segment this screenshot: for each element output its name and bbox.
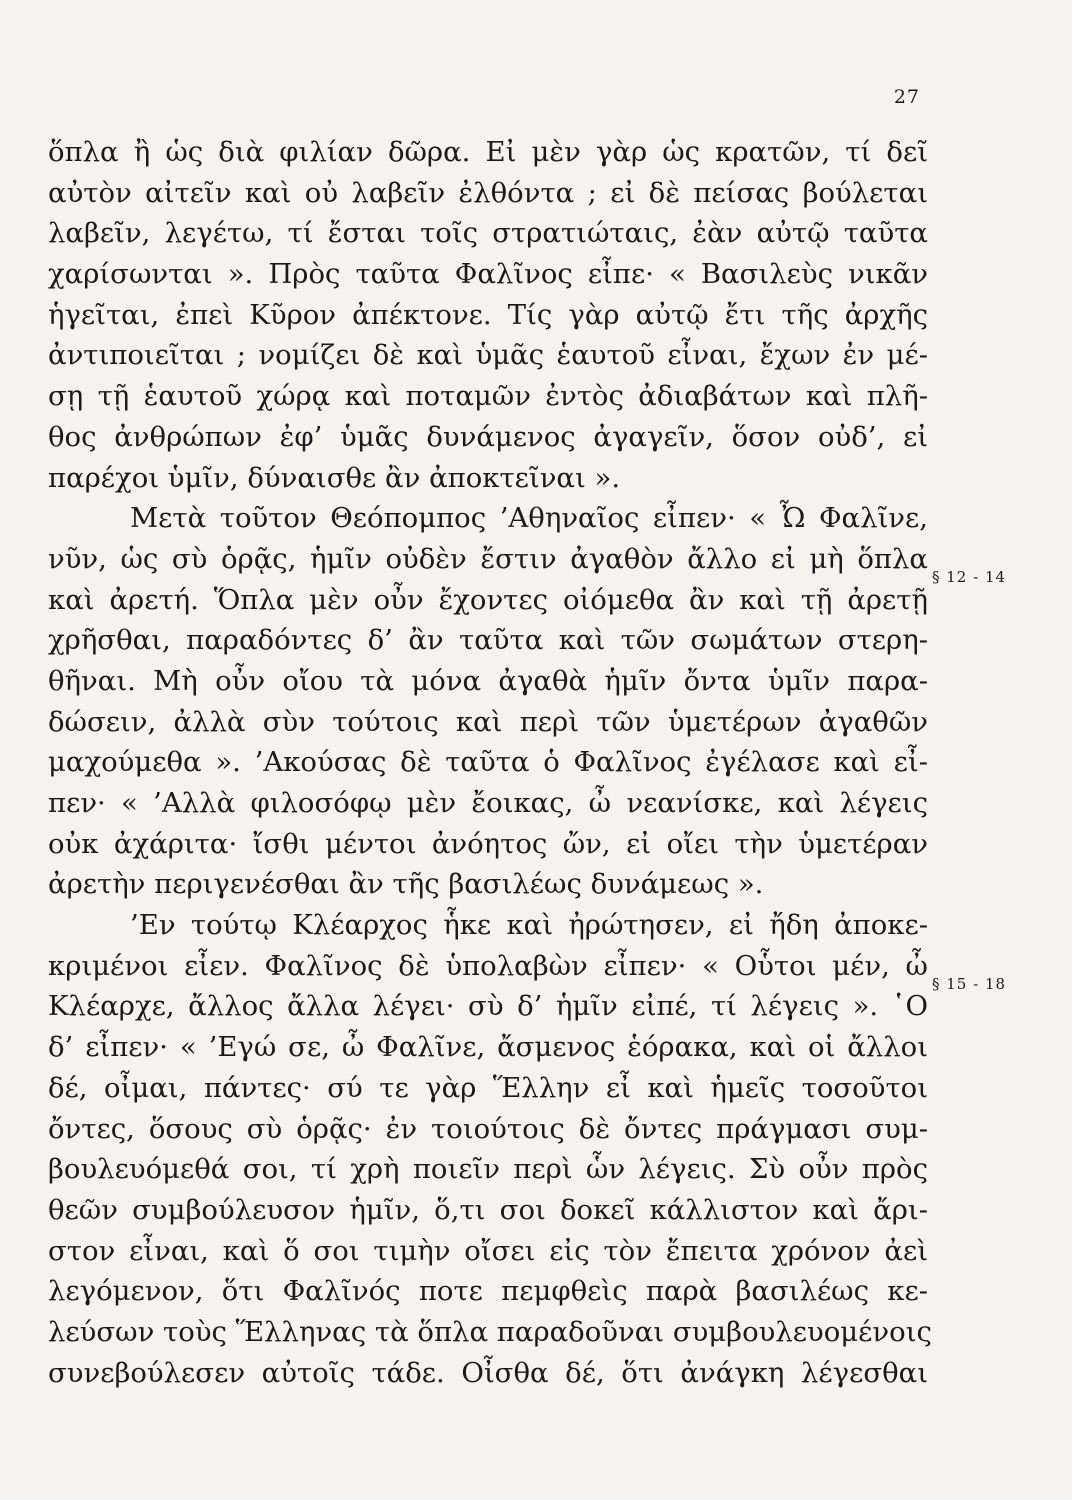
text-line: αὐτὸν αἰτεῖν καὶ οὐ λαβεῖν ἐλθόντα ; εἰ δὲ πείσας βούλεται [48, 176, 928, 209]
text-line: ὅπλα ἢ ὡς διὰ φιλίαν δῶρα. Εἰ μὲν γὰρ ὡς κρατῶν, τί δεῖ [48, 136, 928, 168]
text-line: βουλευόμεθά σοι, τί χρὴ ποιεῖν περὶ ὧν λέγεις. Σὺ οὖν πρὸς [48, 1153, 928, 1186]
text-line: δ’ εἶπεν· « ’Εγώ σε, ὦ Φαλῖνε, ἄσμενος ἑόρακα, καὶ οἱ ἄλλοι [48, 1031, 928, 1064]
text-line: μαχούμεθα ». ’Ακούσας δὲ ταῦτα ὁ Φαλῖνος ἐγέλασε καὶ εἶ- [48, 746, 928, 779]
text-line: λαβεῖν, λεγέτω, τί ἔσται τοῖς στρατιώταις, ἐὰν αὐτῷ ταῦτα [48, 217, 928, 250]
greek-text-body [48, 132, 932, 1393]
text-line: δώσειν, ἀλλὰ σὺν τούτοις καὶ περὶ τῶν ὑμετέρων ἀγαθῶν [48, 705, 928, 738]
text-line: καὶ ἀρετή. Ὅπλα μὲν οὖν ἔχοντες οἰόμεθα ἂν καὶ τῇ ἀρετῇ [48, 583, 928, 616]
text-line: οὐκ ἀχάριτα· ἴσθι μέντοι ἀνόητος ὤν, εἰ οἴει τὴν ὑμετέραν [48, 827, 928, 860]
text-line: σῃ τῇ ἑαυτοῦ χώρᾳ καὶ ποταμῶν ἐντὸς ἀδιαβάτων καὶ πλῆ- [48, 380, 928, 413]
text-line: στον εἶναι, καὶ ὅ σοι τιμὴν οἴσει εἰς τὸν ἔπειτα χρόνον ἀεὶ [48, 1234, 928, 1267]
text-line: ἀρετὴν περιγενέσθαι ἂν τῆς βασιλέως δυνάμεως ». [48, 868, 764, 901]
text-line: θεῶν συμβούλευσον ἡμῖν, ὅ,τι σοι δοκεῖ κάλλιστον καὶ ἄρι- [48, 1193, 928, 1226]
text-line: λεγόμενον, ὅτι Φαλῖνός ποτε πεμφθεὶς παρὰ βασιλέως κε- [48, 1275, 928, 1308]
text-line: συνεβούλεσεν αὐτοῖς τάδε. Οἶσθα δέ, ὅτι ἀνάγκη λέγεσθαι [48, 1356, 928, 1389]
text-line: δέ, οἶμαι, πάντες· σύ τε γὰρ Ἕλλην εἶ καὶ ἡμεῖς τοσοῦτοι [48, 1071, 928, 1104]
text-line: νῦν, ὡς σὺ ὁρᾷς, ἡμῖν οὐδὲν ἔστιν ἀγαθὸν ἄλλο εἰ μὴ ὅπλα [48, 542, 928, 575]
text-line: θῆναι. Μὴ οὖν οἴου τὰ μόνα ἀγαθὰ ἡμῖν ὄντα ὑμῖν παρα- [48, 664, 928, 697]
text-line: χρῆσθαι, παραδόντες δ’ ἂν ταῦτα καὶ τῶν σωμάτων στερη- [48, 624, 928, 657]
text-line: ὄντες, ὅσους σὺ ὁρᾷς· ἐν τοιούτοις δὲ ὄντες πράγμασι συμ- [48, 1112, 928, 1145]
text-line: θος ἀνθρώπων ἐφ’ ὑμᾶς δυνάμενος ἀγαγεῖν, ὅσον οὐδ’, εἰ [48, 420, 928, 453]
text-line: ἀντιποιεῖται ; νομίζει δὲ καὶ ὑμᾶς ἑαυτοῦ εἶναι, ἔχων ἐν μέ- [48, 339, 928, 372]
text-line: Κλέαρχε, ἄλλος ἄλλα λέγει· σὺ δ’ ἡμῖν εἰπέ, τί λέγεις ». ῾Ο [48, 990, 928, 1023]
paragraph-start-line: ’Εν τούτῳ Κλέαρχος ἧκε καὶ ἠρώτησεν, εἰ ἤδη ἀποκε- [130, 909, 928, 942]
text-line: ἡγεῖται, ἐπεὶ Κῦρον ἀπέκτονε. Τίς γὰρ αὐτῷ ἔτι τῆς ἀρχῆς [48, 298, 928, 331]
paragraph-start-line: Μετὰ τοῦτον Θεόπομπος ’Αθηναῖος εἶπεν· « Ὦ Φαλῖνε, [130, 502, 928, 535]
page-number: 27 [893, 86, 920, 108]
text-line: πεν· « ’Αλλὰ φιλοσόφῳ μὲν ἔοικας, ὦ νεανίσκε, καὶ λέγεις [48, 787, 928, 819]
text-line: παρέχοι ὑμῖν, δύναισθε ἂν ἀποκτεῖναι ». [48, 461, 621, 494]
text-line: κριμένοι εἶεν. Φαλῖνος δὲ ὑπολαβὼν εἶπεν· « Οὗτοι μέν, ὦ [48, 949, 928, 982]
text-line: χαρίσωνται ». Πρὸς ταῦτα Φαλῖνος εἶπε· « Βασιλεὺς νικᾶν [48, 258, 928, 291]
text-line: λεύσων τοὺς Ἕλληνας τὰ ὅπλα παραδοῦναι συμβουλευομένοις [48, 1315, 932, 1348]
margin-section-ref: § 15 - 18 [932, 975, 1007, 993]
margin-section-ref: § 12 - 14 [932, 568, 1007, 586]
